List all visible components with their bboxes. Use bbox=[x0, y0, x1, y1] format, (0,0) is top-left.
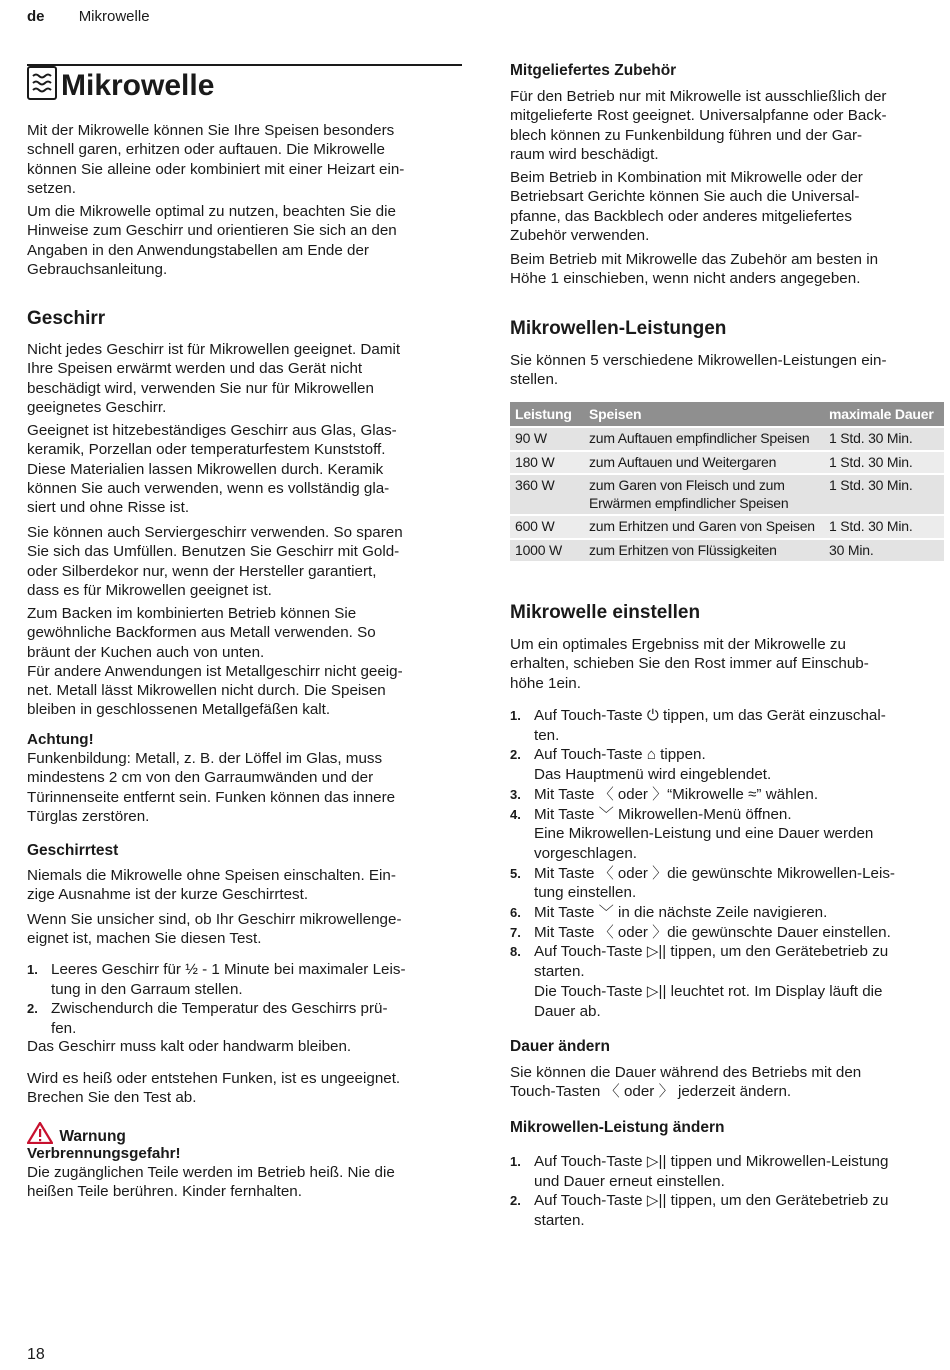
table-cell: zum Auftauen empfindlicher Speisen bbox=[584, 427, 824, 451]
step-text: Auf Touch-Taste bbox=[534, 746, 647, 764]
step-number: 7. bbox=[510, 924, 521, 940]
list-item bbox=[510, 942, 895, 1021]
step-text: die gewünschte Mikrowellen-Leis- tung einstellen. bbox=[534, 864, 895, 902]
step-text: Mit Taste bbox=[534, 805, 599, 823]
table-cell: 360 W bbox=[510, 474, 584, 515]
step-number: 3. bbox=[510, 786, 521, 802]
list-item bbox=[510, 903, 895, 923]
geschirr-paragraph-3: Sie können auch Serviergeschirr verwenden. So sparen Sie sich das Umfüllen. Benutzen Sie Geschirr mit Gold- oder Silberdekor nur, wenn der Hersteller garantiert, dass es für Mikrowellen geeignet ist. bbox=[27, 524, 403, 599]
page-header bbox=[27, 8, 150, 25]
table-cell: 180 W bbox=[510, 451, 584, 475]
column-header: maximale Dauer bbox=[824, 402, 944, 427]
step-text: “Mikrowelle ≈” wählen. bbox=[667, 785, 819, 803]
zubehoer-heading: Mitgeliefertes Zubehör bbox=[510, 62, 677, 79]
page-number: 18 bbox=[27, 1346, 45, 1363]
leistungen-paragraph: Sie können 5 verschiedene Mikrowellen-Leistungen ein- stellen. bbox=[510, 352, 887, 389]
dauer-paragraph: Sie können die Dauer während des Betriebs mit den Touch-Tasten 〈 oder 〉 jederzeit ändern. bbox=[510, 1064, 862, 1101]
step-number: 2. bbox=[27, 1001, 38, 1017]
table-cell: 90 W bbox=[510, 427, 584, 451]
page-title bbox=[27, 66, 214, 103]
table-cell: 1 Std. 30 Min. bbox=[824, 474, 944, 515]
left-right-icon: 〈 oder 〉 bbox=[598, 923, 668, 941]
table-cell: 600 W bbox=[510, 515, 584, 539]
warning-triangle-icon bbox=[27, 1128, 59, 1145]
step-text: Auf Touch-Taste bbox=[534, 707, 647, 724]
table-row bbox=[510, 474, 944, 515]
einstellen-steps bbox=[510, 706, 895, 1021]
power-icon: ⏻ bbox=[646, 707, 659, 724]
step-text: Auf Touch-Taste ▷|| tippen und Mikrowellen-Leistung und Dauer erneut einstellen. bbox=[534, 1153, 889, 1190]
step-number: 2. bbox=[510, 1193, 521, 1209]
left-right-icon: 〈 oder 〉 bbox=[598, 864, 668, 882]
einstellen-paragraph: Um ein optimales Ergebniss mit der Mikrowelle zu erhalten, schieben Sie den Rost immer auf Einschub- höhe 1ein. bbox=[510, 636, 869, 692]
step-text: tippen. Das Hauptmenü wird eingeblendet. bbox=[534, 746, 772, 784]
microwave-icon bbox=[27, 66, 57, 100]
zubehoer-paragraph-3: Beim Betrieb mit Mikrowelle das Zubehör am besten in Höhe 1 einschieben, wenn nicht anders angegeben. bbox=[510, 251, 879, 288]
step-number: 6. bbox=[510, 905, 521, 921]
home-icon: ⌂ bbox=[646, 746, 656, 764]
step-number: 5. bbox=[510, 865, 521, 881]
achtung-label: Achtung! bbox=[27, 731, 94, 748]
intro-paragraph-2: Um die Mikrowelle optimal zu nutzen, beachten Sie die Hinweise zum Geschirr und orientieren Sie sich an den Angaben in den Anwendungstabellen am Ende der Gebrauchsanleitung. bbox=[27, 203, 397, 278]
table-cell: 1 Std. 30 Min. bbox=[824, 427, 944, 451]
list-item bbox=[510, 745, 895, 784]
step-text: tippen, um das Gerät einzuschal- ten. bbox=[534, 707, 886, 744]
step-number: 1. bbox=[510, 708, 521, 723]
geschirr-paragraph-4: Zum Backen im kombinierten Betrieb können Sie gewöhnliche Backformen aus Metall verwenden. So bräunt der Kuchen auch von unten. Für andere Anwendungen ist Metallgeschirr nicht geeig- net. Metall lässt Mikrowellen nicht durch. Die Speisen bleiben in geschlossenen Metallgefäßen kalt. bbox=[27, 605, 403, 719]
step-text: tippen, um den Gerätebetrieb zu starten. Die Touch-Taste ▷|| leuchtet rot. Im Display läuft die Dauer ab. bbox=[534, 943, 889, 1020]
step-text: Mikrowellen-Menü öffnen. Eine Mikrowellen-Leistung und eine Dauer werden vorgeschlagen. bbox=[534, 805, 874, 862]
geschirrtest-heading: Geschirrtest bbox=[27, 842, 119, 859]
table-cell: 30 Min. bbox=[824, 539, 944, 562]
table-cell: zum Erhitzen von Flüssigkeiten bbox=[584, 539, 824, 562]
zubehoer-paragraph-1: Für den Betrieb nur mit Mikrowelle ist ausschließlich der mitgelieferte Rost geeignet. Universalpfanne oder Back- blech können zu Funkenbildung führen und der Gar- raum wird beschädigt. bbox=[510, 88, 887, 163]
step-text: Auf Touch-Taste ▷|| tippen, um den Gerätebetrieb zu starten. bbox=[534, 1192, 889, 1230]
einstellen-heading: Mikrowelle einstellen bbox=[510, 602, 701, 623]
chevron-down-icon: ﹀ bbox=[598, 904, 614, 922]
geschirrtest-steps bbox=[27, 960, 406, 1039]
step-text: Leeres Geschirr für ½ - 1 Minute bei maximaler Leis- tung in den Garraum stellen. bbox=[51, 961, 406, 998]
warning-label bbox=[27, 1122, 126, 1146]
geschirr-heading: Geschirr bbox=[27, 308, 106, 329]
table-row bbox=[510, 451, 944, 475]
intro-paragraph-1: Mit der Mikrowelle können Sie Ihre Speisen besonders schnell garen, erhitzen oder auftauen. Die Mikrowelle können Sie alleine oder kombiniert mit einer Heizart ein- setzen. bbox=[27, 122, 405, 197]
table-cell: zum Auftauen und Weitergaren bbox=[584, 451, 824, 475]
geschirrtest-paragraph-1: Niemals die Mikrowelle ohne Speisen einschalten. Ein- zige Ausnahme ist der kurze Geschirrtest. bbox=[27, 867, 396, 904]
step-number: 1. bbox=[510, 1154, 521, 1169]
list-item bbox=[510, 785, 895, 805]
geschirrtest-paragraph-3: Das Geschirr muss kalt oder handwarm bleiben. bbox=[27, 1038, 352, 1055]
section-name: Mikrowelle bbox=[78, 8, 150, 25]
table-cell: 1000 W bbox=[510, 539, 584, 562]
leistungen-table bbox=[510, 402, 944, 561]
list-item bbox=[27, 960, 406, 999]
leistungen-heading: Mikrowellen-Leistungen bbox=[510, 318, 727, 339]
left-right-icon: 〈 oder 〉 bbox=[598, 785, 668, 803]
geschirr-paragraph-1: Nicht jedes Geschirr ist für Mikrowellen geeignet. Damit Ihre Speisen erwärmt werden und das Gerät nicht beschädigt wird, verwenden Sie nur für Mikrowellen geeignetes Geschirr. bbox=[27, 341, 401, 416]
step-number: 2. bbox=[510, 747, 521, 763]
table-cell: 1 Std. 30 Min. bbox=[824, 451, 944, 475]
list-item bbox=[27, 999, 406, 1038]
leistung-aendern-steps bbox=[510, 1152, 888, 1231]
zubehoer-paragraph-2: Beim Betrieb in Kombination mit Mikrowelle oder der Betriebsart Gerichte können Sie auch die Universal- pfanne, das Backblech oder anderes mitgeliefertes Zubehör verwenden. bbox=[510, 169, 863, 244]
column-header: Speisen bbox=[584, 402, 824, 427]
list-item bbox=[510, 1191, 888, 1230]
warning-label-text: Warnung bbox=[59, 1128, 126, 1145]
step-number: 1. bbox=[27, 962, 38, 977]
table-row bbox=[510, 427, 944, 451]
language-code: de bbox=[27, 8, 45, 25]
step-text: Zwischendurch die Temperatur des Geschirrs prü- fen. bbox=[51, 1000, 388, 1038]
step-text: Auf Touch-Taste bbox=[534, 943, 647, 961]
geschirrtest-paragraph-2: Wenn Sie unsicher sind, ob Ihr Geschirr mikrowellenge- eignet ist, machen Sie diesen Test. bbox=[27, 911, 402, 948]
chevron-down-icon: ﹀ bbox=[598, 805, 614, 823]
warning-text: Die zugänglichen Teile werden im Betrieb heiß. Nie die heißen Teile berühren. Kinder fernhalten. bbox=[27, 1164, 395, 1201]
step-text: Mit Taste bbox=[534, 785, 599, 803]
geschirrtest-paragraph-4: Wird es heiß oder entstehen Funken, ist es ungeeignet. Brechen Sie den Test ab. bbox=[27, 1070, 401, 1107]
list-item bbox=[510, 706, 895, 745]
step-number: 8. bbox=[510, 944, 521, 960]
table-row bbox=[510, 539, 944, 562]
list-item bbox=[510, 805, 895, 864]
page-title-text: Mikrowelle bbox=[61, 69, 215, 102]
step-number: 4. bbox=[510, 806, 521, 822]
step-text: Mit Taste bbox=[534, 923, 599, 941]
table-cell: zum Erhitzen und Garen von Speisen bbox=[584, 515, 824, 539]
step-text: Mit Taste bbox=[534, 864, 599, 882]
dauer-heading: Dauer ändern bbox=[510, 1038, 610, 1055]
warning-title: Verbrennungsgefahr! bbox=[27, 1145, 181, 1162]
geschirr-paragraph-2: Geeignet ist hitzebeständiges Geschirr aus Glas, Glas- keramik, Porzellan oder temperaturfestem Kunststoff. Diese Materialien lassen Mikrowellen durch. Keramik können Sie auch verwenden, wenn es vollständig gla- siert und ohne Risse ist. bbox=[27, 422, 397, 517]
table-row bbox=[510, 515, 944, 539]
achtung-text: Funkenbildung: Metall, z. B. der Löffel im Glas, muss mindestens 2 cm von den Garraumwänden und der Türinnenseite entfernt sein. Funken können das innere Türglas zerstören. bbox=[27, 750, 396, 825]
step-text: in die nächste Zeile navigieren. bbox=[613, 904, 828, 922]
column-header: Leistung bbox=[510, 402, 584, 427]
start-pause-icon: ▷|| bbox=[646, 943, 667, 961]
step-text: Mit Taste bbox=[534, 904, 599, 922]
leistung-aendern-heading: Mikrowellen-Leistung ändern bbox=[510, 1119, 725, 1136]
list-item bbox=[510, 864, 895, 903]
list-item bbox=[510, 1152, 888, 1191]
step-text: die gewünschte Dauer einstellen. bbox=[667, 923, 891, 941]
list-item bbox=[510, 923, 895, 943]
table-header-row bbox=[510, 402, 944, 427]
table-cell: 1 Std. 30 Min. bbox=[824, 515, 944, 539]
table-cell: zum Garen von Fleisch und zum Erwärmen empfindlicher Speisen bbox=[584, 474, 824, 515]
